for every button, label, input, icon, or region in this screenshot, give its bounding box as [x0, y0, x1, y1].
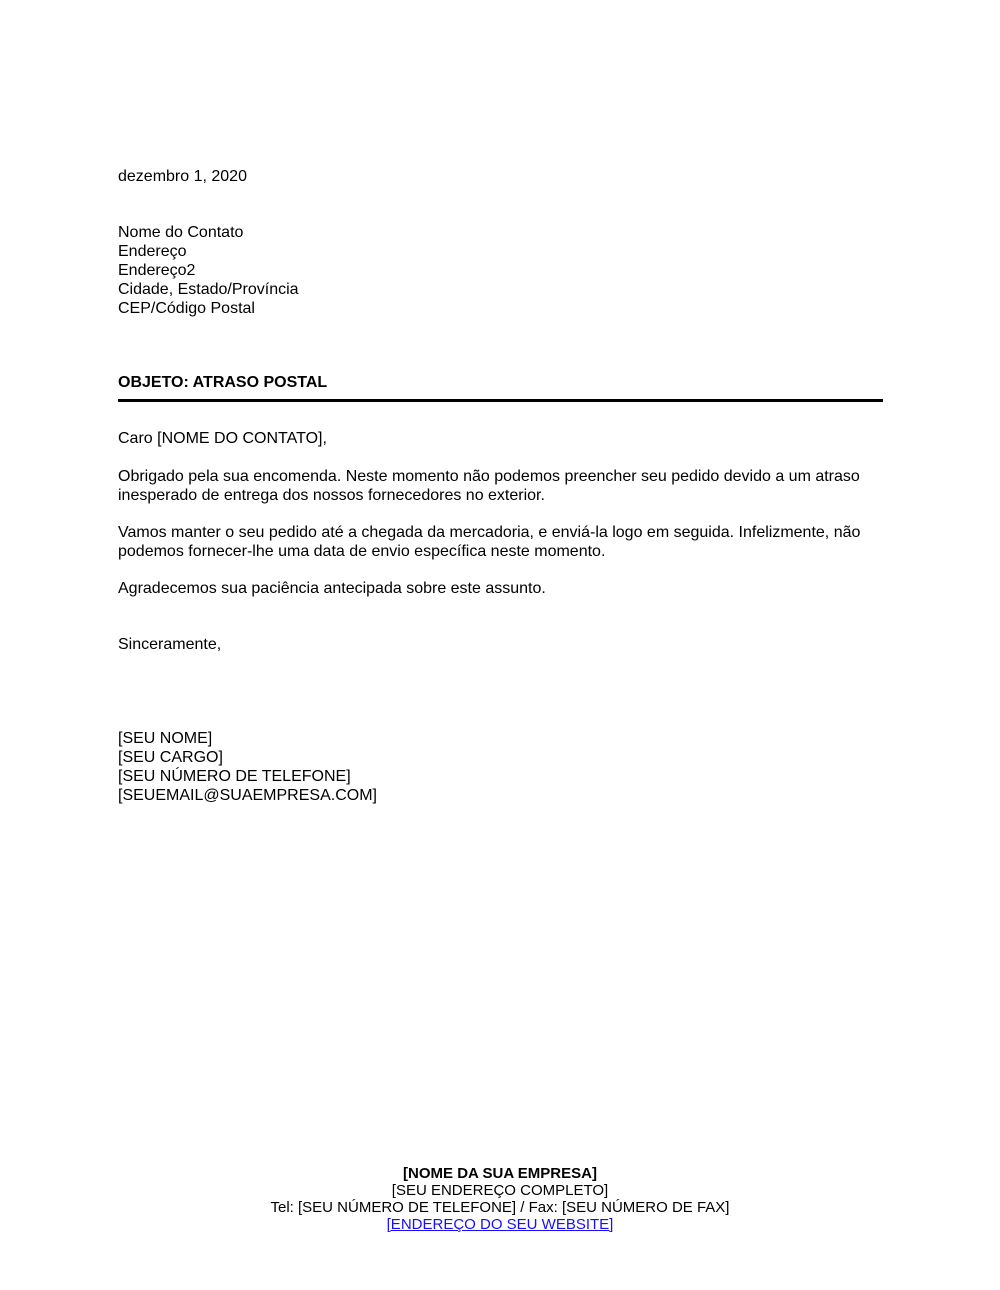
footer-contact: Tel: [SEU NÚMERO DE TELEFONE] / Fax: [SEU NÚMERO DE FAX]	[270, 1199, 730, 1216]
recipient-postal-code: CEP/Código Postal	[118, 300, 255, 317]
footer-company: [NOME DA SUA EMPRESA]	[403, 1165, 597, 1182]
recipient-address	[118, 223, 883, 318]
footer-website-link[interactable]: [ENDEREÇO DO SEU WEBSITE]	[386, 1216, 614, 1233]
subject-line: OBJETO: ATRASO POSTAL	[118, 374, 328, 391]
signature-title: [SEU CARGO]	[118, 749, 223, 766]
body-paragraph: Agradecemos sua paciência antecipada sobre este assunto.	[118, 580, 546, 597]
letter-date: dezembro 1, 2020	[118, 168, 247, 185]
subject-divider	[118, 399, 883, 402]
recipient-city: Cidade, Estado/Província	[118, 281, 299, 298]
recipient-address-line: Endereço2	[118, 262, 196, 279]
salutation: Caro [NOME DO CONTATO],	[118, 430, 327, 447]
signature-phone: [SEU NÚMERO DE TELEFONE]	[118, 768, 351, 785]
letter-footer	[0, 1165, 1000, 1233]
signature-name: [SEU NOME]	[118, 730, 213, 747]
signature-email: [SEUEMAIL@SUAEMPRESA.COM]	[118, 787, 377, 804]
footer-address: [SEU ENDEREÇO COMPLETO]	[391, 1182, 609, 1199]
closing: Sinceramente,	[118, 636, 222, 653]
recipient-name: Nome do Contato	[118, 224, 244, 241]
signature-block	[118, 729, 883, 805]
body-paragraph: Obrigado pela sua encomenda. Neste momento não podemos preencher seu pedido devido a um atraso inesperado de entrega dos nossos fornecedores no exterior.	[118, 468, 860, 504]
body-paragraph: Vamos manter o seu pedido até a chegada da mercadoria, e enviá-la logo em seguida. Infelizmente, não podemos fornecer-lhe uma data de envio específica neste momento.	[118, 524, 861, 560]
recipient-address-line: Endereço	[118, 243, 187, 260]
